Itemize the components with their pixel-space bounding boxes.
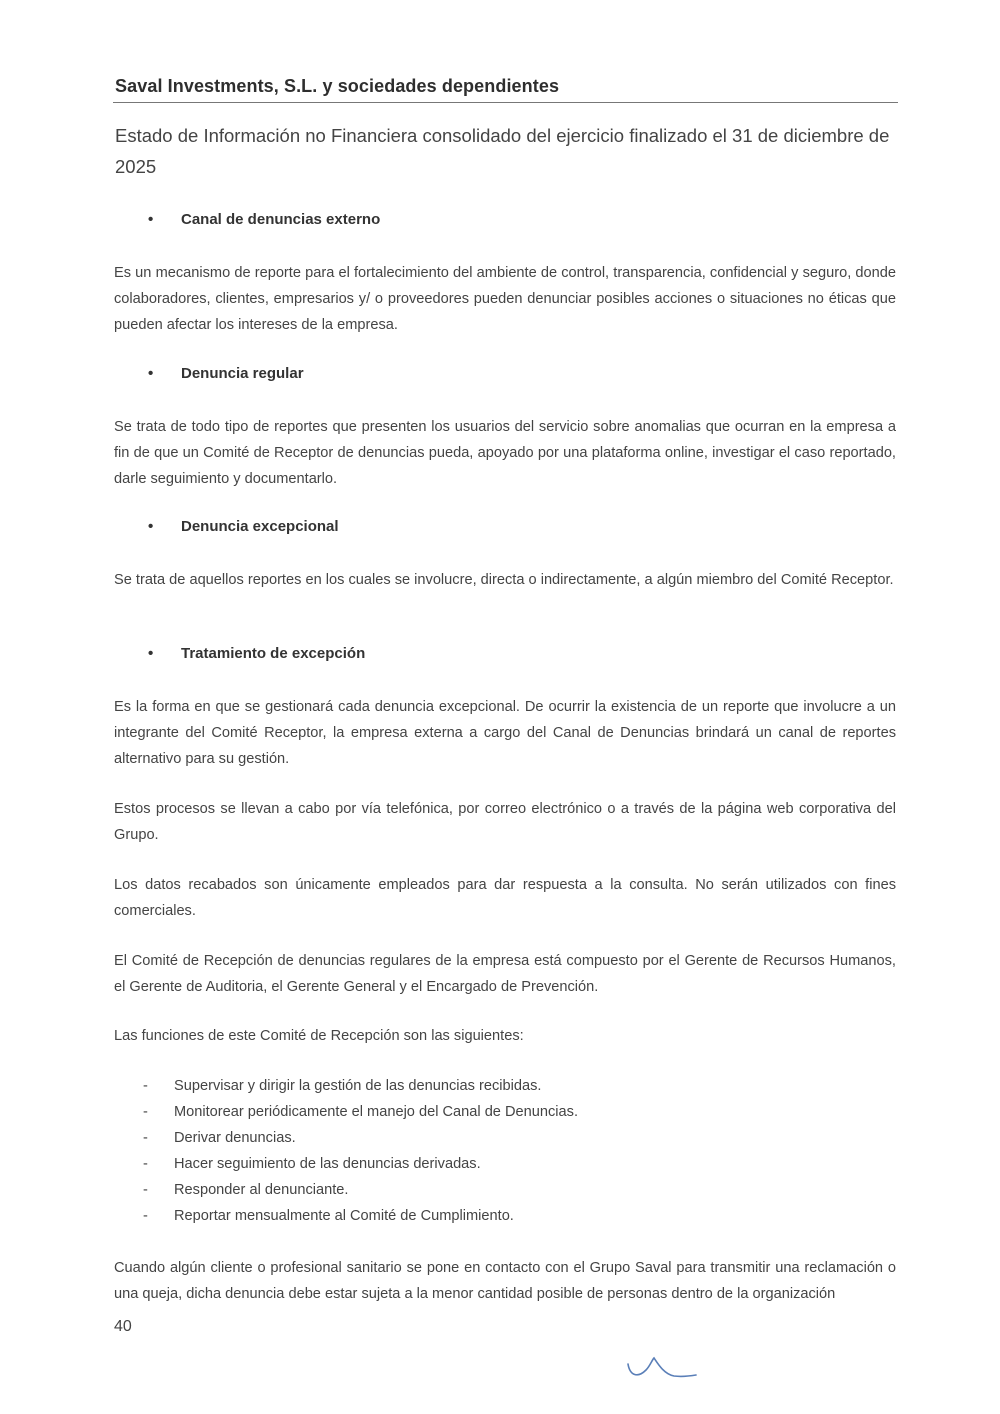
section-paragraph-canal-externo: Es un mecanismo de reporte para el fortalecimiento del ambiente de control, transparencia, confidencial y seguro, donde colaboradores, clientes, empresarios y/ o proveedores pueden denunciar posibles acciones o situaciones no éticas que pueden afectar los intereses de la empresa. (114, 265, 896, 333)
section-heading-denuncia-regular (148, 365, 304, 382)
paragraph-funciones-intro: Las funciones de este Comité de Recepción son las siguientes: (114, 1028, 524, 1044)
dash-icon: - (143, 1156, 148, 1172)
list-item: - Supervisar y dirigir la gestión de las denuncias recibidas. (114, 1073, 894, 1099)
heading-text: Denuncia excepcional (181, 518, 339, 535)
bullet-icon: • (148, 518, 154, 535)
dash-icon: - (143, 1078, 148, 1094)
paragraph-datos: Los datos recabados son únicamente empleados para dar respuesta a la consulta. No serán utilizados con fines comerciales. (114, 877, 896, 919)
company-name: Saval Investments, S.L. y sociedades dependientes (115, 76, 560, 96)
list-item: - Hacer seguimiento de las denuncias derivadas. (114, 1151, 894, 1177)
header-rule (113, 102, 898, 103)
section-paragraph-denuncia-regular: Se trata de todo tipo de reportes que presenten los usuarios del servicio sobre anomalias que ocurran en la empresa a fin de que un Comité de Receptor de denuncias pueda, apoyado por una plataforma online, investigar el caso reportado, darle seguimiento y documentarlo. (114, 419, 896, 487)
list-item: - Derivar denuncias. (114, 1125, 894, 1151)
bullet-icon: • (148, 211, 154, 228)
signature-initials-icon (622, 1352, 702, 1388)
paragraph-comite-composicion: El Comité de Recepción de denuncias regulares de la empresa está compuesto por el Gerente de Recursos Humanos, el Gerente de Auditoria, el Gerente General y el Encargado de Prevención. (114, 953, 896, 995)
dash-icon: - (143, 1130, 148, 1146)
paragraph-procesos: Estos procesos se llevan a cabo por vía telefónica, por correo electrónico o a través de la página web corporativa del Grupo. (114, 801, 896, 843)
section-heading-denuncia-excepcional (148, 518, 339, 535)
dash-icon: - (143, 1182, 148, 1198)
heading-text: Tratamiento de excepción (181, 645, 366, 662)
section-heading-canal-externo (148, 211, 380, 228)
heading-text: Canal de denuncias externo (181, 211, 381, 228)
page-number: 40 (114, 1318, 132, 1335)
list-item: - Responder al denunciante. (114, 1177, 894, 1203)
report-subtitle: Estado de Información no Financiera consolidado del ejercicio finalizado el 31 de diciembre de 2025 (115, 125, 890, 177)
dash-icon: - (143, 1208, 148, 1224)
functions-list (114, 1073, 894, 1229)
dash-icon: - (143, 1104, 148, 1120)
section-paragraph-tratamiento-excepcion: Es la forma en que se gestionará cada denuncia excepcional. De ocurrir la existencia de un reporte que involucre a un integrante del Comité Receptor, la empresa externa a cargo del Canal de Denuncias brindará un canal de reportes alternativo para su gestión. (114, 699, 896, 767)
bullet-icon: • (148, 645, 154, 662)
section-paragraph-denuncia-excepcional: Se trata de aquellos reportes en los cuales se involucre, directa o indirectamente, a algún miembro del Comité Receptor. (114, 572, 894, 588)
list-item: - Reportar mensualmente al Comité de Cumplimiento. (114, 1203, 894, 1229)
heading-text: Denuncia regular (181, 365, 304, 382)
list-item: - Monitorear periódicamente el manejo del Canal de Denuncias. (114, 1099, 894, 1125)
bullet-icon: • (148, 365, 154, 382)
paragraph-closing: Cuando algún cliente o profesional sanitario se pone en contacto con el Grupo Saval para transmitir una reclamación o una queja, dicha denuncia debe estar sujeta a la menor cantidad posible de personas dentro de la organización (114, 1260, 896, 1302)
section-heading-tratamiento-excepcion (148, 645, 365, 662)
